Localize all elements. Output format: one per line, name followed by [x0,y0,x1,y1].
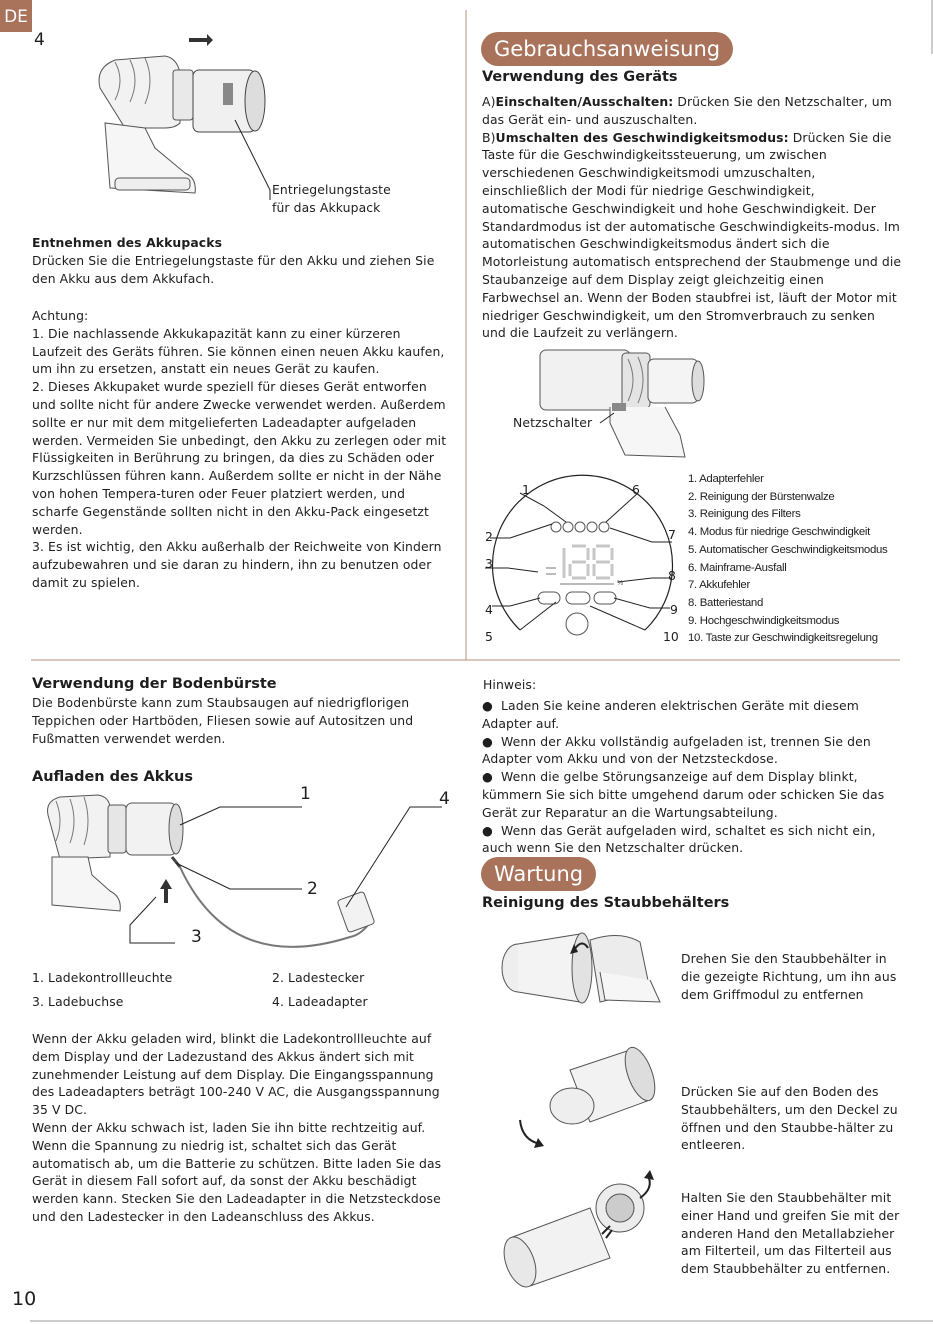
hint-title: Hinweis: [483,677,537,692]
floor-brush-title: Verwendung der Bodenbürste [32,676,277,692]
display-callout-9: 9 [670,602,678,617]
charging-callout-2: 2 [307,879,318,899]
charging-legend-4: 4. Ladeadapter [272,994,368,1009]
bullet-icon: ● [482,822,493,838]
charging-paragraph-1: Wenn der Akku geladen wird, blinkt die Ladekontrollleuchte auf dem Display und der Ladezustand des Akkus ändert sich mit zunehmender Leistung auf dem Display. Die Eingangsspannung des Ladeadapters beträgt 100-240 V AC, die Ausgangsspannung 35 V DC. [32,1031,440,1118]
floor-brush-text: Die Bodenbürste kann zum Staubsaugen auf niedrigflorigen Teppichen oder Hartböden, Fliesen sowie auf Autositzen und Fußmatten verwendet werden. [32,695,414,746]
power-switch-illustration [530,345,710,460]
caution-item-3: 3. Es ist wichtig, den Akku außerhalb der Reichweite von Kindern aufzubewahren und sie daran zu hindern, ihn zu benutzen oder damit zu spielen. [32,539,442,590]
charging-callout-3: 3 [191,927,202,947]
charging-callout-4: 4 [439,789,450,809]
filter-remove-illustration [490,1168,670,1298]
hint-list [482,697,902,857]
language-tag: DE [0,0,32,32]
display-callout-3: 3 [485,556,493,571]
remove-battery-text: Drücken Sie die Entriegelungstaste für den Akku und ziehen Sie den Akku aus dem Akkufach. [32,252,435,286]
bullet-icon: ● [482,769,493,785]
display-callout-5: 5 [485,629,493,644]
release-button-label: Entriegelungstaste für das Akkupack [272,182,391,215]
charging-legend-3: 3. Ladebuchse [32,994,124,1009]
hint-item: ● Wenn der Akku vollständig aufgeladen ist, trennen Sie den Adapter vom Akku und von der Netzsteckdose. [482,733,871,767]
bullet-icon: ● [482,733,493,749]
maintenance-step-2: Drücken Sie auf den Boden des Staubbehälters, um den Deckel zu öffnen und den Staubbe-hälter zu entleeren. [681,1084,898,1153]
usage-text: A)Einschalten/Ausschalten: Drücken Sie den Netzschalter, um das Gerät ein- und auszuschalten. B)Umschalten des Geschwindigkeitsmodus: Drücken Sie die Taste für die Geschwindigkeitssteuerung, um zwischen verschiedenen Geschwindigkeitsmodi umzuschalten, einschließlich der Modi für niedrige Geschwindigkeit, automatische Geschwindigkeit und hohe Geschwindigkeit. Der Standardmodus ist der automatische Geschwindigkeits-modus. Im automatischen Geschwindigkeitsmodus ändert sich die Motorleistung automatisch entsprechend der Staubmenge und die Staubanzeige auf dem Display zeigt gleichzeitig einen Farbwechsel an. Wenn der Boden staubfrei ist, läuft der Motor mit niedriger Geschwindigkeit, um den Stromverbrauch zu senken und die Laufzeit zu verlängern. [482,94,902,341]
battery-removal-illustration [85,28,315,198]
charging-callout-1: 1 [300,784,311,804]
display-callout-4: 4 [485,602,493,617]
display-callout-10: 10 [663,629,679,644]
display-callout-7: 7 [668,527,676,542]
remove-battery-section [32,234,452,287]
charging-text [32,1030,452,1226]
dustbin-remove-illustration [490,920,670,1020]
charging-paragraph-2: Wenn der Akku schwach ist, laden Sie ihn bitte rechtzeitig auf. Wenn die Spannung zu niedrig ist, schaltet sich das Gerät automatisch ab, um die Batterie zu schützen. Bitte laden Sie das Gerät in diesem Fall sofort auf, da sonst der Akku beschädigt werden kann. Stecken Sie den Ladeadapter in die Netzsteckdose und den Ladestecker in den Ladeanschluss des Akkus. [32,1119,442,1224]
page-number: 10 [12,1288,37,1310]
display-callout-2: 2 [485,529,493,544]
caution-section [32,307,452,592]
display-callout-1: 1 [522,482,530,497]
usage-pill: Gebrauchsanweisung [481,32,733,66]
maintenance-step-1: Drehen Sie den Staubbehälter in die gezeigte Richtung, um ihn aus dem Griffmodul zu entfernen [681,951,897,1002]
usage-title: Verwendung des Geräts [482,69,678,85]
display-legend: 1. Adapterfehler 2. Reinigung der Bürstenwalze 3. Reinigung des Filters 4. Modus für niedrige Geschwindigkeit 5. Automatischer Geschwindigkeitsmodus 6. Mainframe-Ausfall 7. Akkufehler 8. Batteriestand 9. Hochgeschwindigkeitsmodus 10. Taste zur Geschwindigkeitsregelung [688,473,888,645]
maintenance-pill: Wartung [481,857,596,891]
maintenance-title: Reinigung des Staubbehälters [482,895,730,911]
svg-text:%: % [617,580,624,587]
charging-legend-2: 2. Ladestecker [272,970,365,985]
power-switch-label: Netzschalter [513,415,593,430]
bullet-icon: ● [482,698,493,713]
caution-item-1: 1. Die nachlassende Akkukapazität kann zu einer kürzeren Laufzeit des Geräts führen. Sie können einen neuen Akku kaufen, um ihn zu ersetzen, anstatt ein neues Gerät zu kaufen. [32,325,445,377]
display-panel-diagram [480,478,685,648]
charging-title: Aufladen des Akkus [32,769,194,785]
charging-illustration [30,785,460,945]
hint-item: ● Wenn das Gerät aufgeladen wird, schaltet es sich nicht ein, auch wenn Sie den Netzschalter drücken. [482,822,876,856]
charging-legend-1: 1. Ladekontrollleuchte [32,970,173,985]
caution-item-2: 2. Dieses Akkupaket wurde speziell für dieses Gerät entworfen und sollte nicht für andere Zwecke verwendet werden. Außerdem sollte er nur mit dem mitgelieferten Ladeadapter aufgeladen werden. Vermeiden Sie unbedingt, den Akku zu zerlegen oder mit Flüssigkeiten in Berührung zu bringen, da dies zu Schäden oder Kurzschlüssen führen kann. Außerdem sollte er nicht in der Nähe von hohen Tempera-turen oder Feuer platziert werden, und scharfe Gegenstände sollten nicht in den Akku-Pack eingesetzt werden. [32,379,447,537]
hint-item: ● Wenn die gelbe Störungsanzeige auf dem Display blinkt, kümmern Sie sich bitte umgehend darum oder schicken Sie das Gerät zur Reparatur an die Wartungsabteilung. [482,769,885,820]
step-number: 4 [34,30,45,50]
remove-battery-title: Entnehmen des Akkupacks [32,235,223,250]
display-callout-8: 8 [668,568,676,583]
dustbin-empty-illustration [510,1040,670,1150]
display-callout-6: 6 [632,482,640,497]
caution-title: Achtung: [32,308,89,323]
hint-item: ● Laden Sie keine anderen elektrischen Geräte mit diesem Adapter auf. [482,698,859,731]
maintenance-step-3: Halten Sie den Staubbehälter mit einer Hand und greifen Sie mit der anderen Hand den Metallabzieher am Filterteil, um das Filterteil aus dem Staubbehälter zu entfernen. [681,1190,900,1277]
